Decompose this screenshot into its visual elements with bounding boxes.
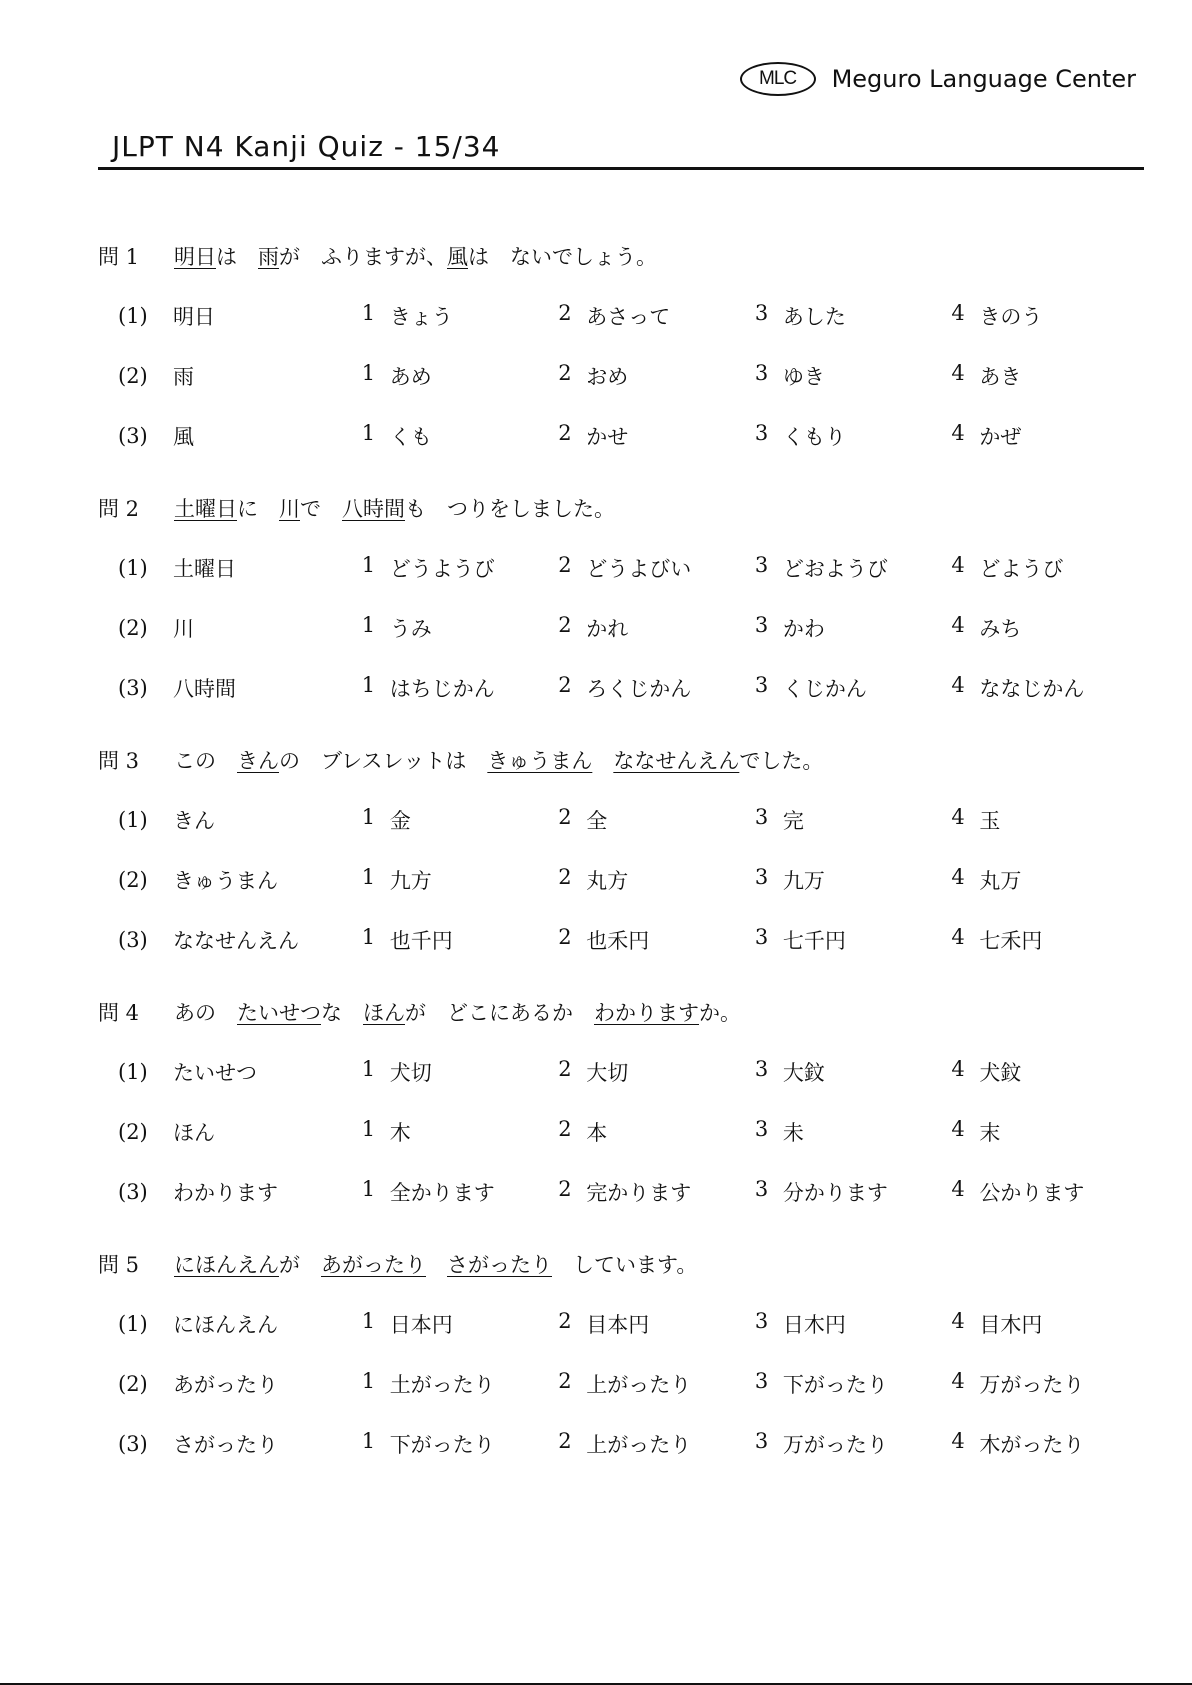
option-number: 4: [951, 613, 965, 637]
answer-option-4[interactable]: [951, 1369, 1148, 1399]
underlined-word: ほん: [363, 1001, 405, 1025]
underlined-word: 八時間: [342, 497, 405, 521]
option-number: 4: [951, 553, 965, 577]
option-text: 未: [782, 1121, 804, 1145]
mlc-logo: [740, 62, 816, 96]
option-number: 3: [754, 361, 769, 385]
sentence-text: でした。: [739, 749, 824, 773]
sentence-text: な: [321, 1001, 363, 1025]
option-text: 也禾円: [586, 929, 650, 953]
answer-option-3[interactable]: [755, 1369, 952, 1399]
target-word: 明日: [173, 305, 216, 329]
answer-option-2[interactable]: [558, 1117, 755, 1147]
target-word: きゅうまん: [173, 869, 279, 893]
question-list: [98, 226, 1148, 1486]
option-text: くも: [389, 425, 432, 449]
option-number: 3: [754, 1057, 769, 1081]
sub-question-row: [98, 1294, 1148, 1354]
sub-question-row: [98, 346, 1148, 406]
option-text: 目本円: [586, 1313, 650, 1337]
option-number: 2: [558, 361, 572, 385]
option-text: 分かります: [782, 1181, 888, 1205]
answer-option-4[interactable]: [951, 421, 1148, 451]
option-number: 3: [754, 421, 769, 445]
answer-option-1[interactable]: [362, 1177, 559, 1207]
option-number: 3: [754, 1117, 769, 1141]
sub-question-number: (3): [118, 424, 148, 448]
sentence-text: [592, 745, 613, 775]
target-word: ななせんえん: [173, 929, 300, 953]
underlined-word: 雨: [258, 245, 279, 269]
option-number: 3: [754, 553, 769, 577]
option-number: 2: [558, 1369, 572, 1393]
answer-option-1[interactable]: [362, 553, 559, 583]
target-word: 風: [173, 425, 195, 449]
sub-question-row: [98, 1162, 1148, 1222]
option-number: 3: [754, 1177, 769, 1201]
option-number: 4: [951, 805, 965, 829]
option-text: ゆき: [782, 365, 825, 389]
target-word: 八時間: [173, 677, 237, 701]
option-text: 玉: [979, 809, 1001, 833]
sub-question-row: [98, 1414, 1148, 1474]
option-number: 1: [361, 1309, 376, 1333]
question-3: [98, 730, 1148, 970]
target-word: きん: [173, 809, 216, 833]
option-number: 4: [951, 1117, 965, 1141]
brand: [740, 62, 1136, 96]
option-text: あめ: [389, 365, 432, 389]
option-number: 4: [951, 1177, 965, 1201]
option-text: どうようび: [389, 557, 495, 581]
answer-option-4[interactable]: [951, 1057, 1148, 1087]
option-text: 大切: [586, 1061, 629, 1085]
option-text: おめ: [586, 365, 629, 389]
sentence-text: は: [216, 245, 258, 269]
answer-option-2[interactable]: [558, 613, 755, 643]
sub-question-row: [98, 790, 1148, 850]
option-number: 1: [361, 361, 376, 385]
sentence-text: で: [300, 497, 342, 521]
option-number: 2: [558, 1429, 572, 1453]
option-text: 日本円: [389, 1313, 453, 1337]
answer-option-2[interactable]: [558, 1309, 755, 1339]
option-text: 大鈫: [782, 1061, 825, 1085]
answer-option-4[interactable]: [951, 1309, 1148, 1339]
sentence-text: に: [237, 497, 279, 521]
question-label: 問 5: [98, 1253, 140, 1277]
option-number: 1: [361, 673, 376, 697]
target-word: 土曜日: [173, 557, 237, 581]
option-number: 2: [558, 1057, 572, 1081]
answer-option-1[interactable]: [362, 301, 559, 331]
answer-option-4[interactable]: [951, 613, 1148, 643]
option-number: 4: [951, 1429, 965, 1453]
option-number: 1: [361, 1057, 376, 1081]
sub-question-number: (1): [118, 808, 148, 832]
option-number: 3: [754, 1429, 769, 1453]
option-text: 丸方: [586, 869, 629, 893]
target-word: にほんえん: [173, 1313, 279, 1337]
option-text: 万がったり: [979, 1373, 1085, 1397]
answer-option-3[interactable]: [755, 1057, 952, 1087]
option-text: くじかん: [782, 677, 867, 701]
option-number: 2: [558, 301, 572, 325]
option-text: ろくじかん: [586, 677, 692, 701]
option-number: 2: [558, 925, 572, 949]
option-text: 完: [782, 809, 804, 833]
sentence-text: の ブレスレットは: [279, 749, 488, 773]
option-text: どようび: [979, 557, 1064, 581]
answer-option-1[interactable]: [362, 805, 559, 835]
answer-option-3[interactable]: [755, 613, 952, 643]
option-number: 2: [558, 421, 572, 445]
option-number: 3: [754, 1309, 769, 1333]
question-sentence: [98, 982, 1148, 1042]
option-text: かれ: [586, 617, 629, 641]
answer-option-1[interactable]: [362, 673, 559, 703]
question-label: 問 4: [98, 1001, 140, 1025]
option-text: あき: [979, 365, 1022, 389]
option-text: 完かります: [586, 1181, 692, 1205]
answer-option-3[interactable]: [755, 421, 952, 451]
option-text: 金: [389, 809, 411, 833]
option-text: 万がったり: [782, 1433, 888, 1457]
option-text: どうよびい: [586, 557, 692, 581]
question-4: [98, 982, 1148, 1222]
answer-option-4[interactable]: [951, 553, 1148, 583]
sub-question-number: (1): [118, 304, 148, 328]
target-word: あがったり: [173, 1373, 279, 1397]
answer-option-3[interactable]: [755, 925, 952, 955]
question-sentence: [98, 226, 1148, 286]
option-number: 3: [754, 301, 769, 325]
answer-option-2[interactable]: [558, 1429, 755, 1459]
option-text: 土がったり: [389, 1373, 495, 1397]
option-number: 1: [361, 613, 376, 637]
option-number: 4: [951, 301, 965, 325]
answer-option-2[interactable]: [558, 805, 755, 835]
question-sentence: [98, 730, 1148, 790]
answer-option-2[interactable]: [558, 925, 755, 955]
option-number: 3: [754, 925, 769, 949]
sub-question-number: (1): [118, 1312, 148, 1336]
answer-option-2[interactable]: [558, 421, 755, 451]
sub-question-number: (3): [118, 928, 148, 952]
option-text: かぜ: [979, 425, 1022, 449]
underlined-word: にほんえん: [174, 1253, 279, 1277]
option-number: 1: [361, 925, 376, 949]
sub-question-row: [98, 850, 1148, 910]
question-5: [98, 1234, 1148, 1474]
option-number: 2: [558, 1177, 572, 1201]
option-text: 犬切: [389, 1061, 432, 1085]
underlined-word: きん: [237, 749, 279, 773]
sub-question-row: [98, 1354, 1148, 1414]
option-text: 九方: [389, 869, 432, 893]
answer-option-2[interactable]: [558, 1177, 755, 1207]
option-number: 2: [558, 1117, 572, 1141]
sentence-text: [426, 1249, 447, 1279]
option-number: 1: [361, 1429, 376, 1453]
question-label: 問 1: [98, 245, 140, 269]
answer-option-1[interactable]: [362, 421, 559, 451]
answer-option-1[interactable]: [362, 925, 559, 955]
option-text: 下がったり: [782, 1373, 888, 1397]
underlined-word: 土曜日: [174, 497, 237, 521]
sentence-text: しています。: [552, 1253, 698, 1277]
answer-option-3[interactable]: [755, 1429, 952, 1459]
answer-option-2[interactable]: [558, 1057, 755, 1087]
option-number: 3: [754, 865, 769, 889]
option-text: あさって: [586, 305, 671, 329]
sub-question-number: (2): [118, 1372, 148, 1396]
option-number: 1: [361, 1177, 376, 1201]
option-text: 本: [586, 1121, 608, 1145]
answer-option-1[interactable]: [362, 1369, 559, 1399]
option-text: 上がったり: [586, 1433, 692, 1457]
sub-question-number: (1): [118, 556, 148, 580]
option-number: 1: [361, 865, 376, 889]
option-number: 4: [951, 421, 965, 445]
option-text: 全かります: [389, 1181, 495, 1205]
answer-option-1[interactable]: [362, 865, 559, 895]
answer-option-3[interactable]: [755, 805, 952, 835]
option-number: 4: [951, 925, 965, 949]
option-text: かわ: [782, 617, 825, 641]
answer-option-3[interactable]: [755, 1117, 952, 1147]
target-word: ほん: [173, 1121, 216, 1145]
answer-option-2[interactable]: [558, 553, 755, 583]
answer-option-1[interactable]: [362, 1309, 559, 1339]
underlined-word: あがったり: [321, 1253, 426, 1277]
answer-option-3[interactable]: [755, 673, 952, 703]
underlined-word: たいせつ: [237, 1001, 321, 1025]
answer-option-1[interactable]: [362, 1117, 559, 1147]
underlined-word: 風: [447, 245, 468, 269]
option-text: 九万: [782, 869, 825, 893]
option-number: 3: [754, 613, 769, 637]
answer-option-4[interactable]: [951, 925, 1148, 955]
option-text: 犬鈫: [979, 1061, 1022, 1085]
question-sentence: [98, 1234, 1148, 1294]
option-number: 4: [951, 1309, 965, 1333]
underlined-word: きゅうまん: [487, 749, 593, 773]
page-title: JLPT N4 Kanji Quiz - 15/34: [98, 128, 1144, 170]
question-label: 問 2: [98, 497, 140, 521]
sub-question-row: [98, 1042, 1148, 1102]
option-text: 也千円: [389, 929, 453, 953]
sub-question-row: [98, 598, 1148, 658]
option-number: 2: [558, 553, 572, 577]
option-text: きのう: [979, 305, 1043, 329]
sentence-text: も つりをしました。: [405, 497, 615, 521]
option-text: 木がったり: [979, 1433, 1085, 1457]
option-text: みち: [979, 617, 1022, 641]
answer-option-1[interactable]: [362, 1429, 559, 1459]
option-text: 日木円: [782, 1313, 846, 1337]
underlined-word: わかります: [594, 1001, 699, 1025]
sub-question-number: (2): [118, 364, 148, 388]
option-number: 1: [361, 553, 376, 577]
option-text: 公かります: [979, 1181, 1085, 1205]
option-text: うみ: [389, 617, 432, 641]
sub-question-number: (2): [118, 616, 148, 640]
option-text: 上がったり: [586, 1373, 692, 1397]
answer-option-3[interactable]: [755, 301, 952, 331]
option-number: 2: [558, 613, 572, 637]
sub-question-number: (2): [118, 868, 148, 892]
option-text: 丸万: [979, 869, 1022, 893]
option-text: ななじかん: [979, 677, 1085, 701]
option-text: 七千円: [782, 929, 846, 953]
option-text: かせ: [586, 425, 629, 449]
answer-option-4[interactable]: [951, 673, 1148, 703]
option-text: あした: [782, 305, 846, 329]
option-number: 1: [361, 301, 376, 325]
sentence-text: か。: [699, 1001, 741, 1025]
answer-option-4[interactable]: [951, 1429, 1148, 1459]
underlined-word: さがったり: [447, 1253, 552, 1277]
answer-option-1[interactable]: [362, 1057, 559, 1087]
option-number: 2: [558, 865, 572, 889]
option-text: きょう: [389, 305, 453, 329]
question-label: 問 3: [98, 749, 140, 773]
answer-option-2[interactable]: [558, 1369, 755, 1399]
brand-name: Meguro Language Center: [831, 65, 1136, 93]
sentence-text: が: [279, 1253, 321, 1277]
sentence-text: あの: [174, 1001, 237, 1025]
sentence-text: は ないでしょう。: [468, 245, 657, 269]
answer-option-3[interactable]: [755, 1177, 952, 1207]
answer-option-2[interactable]: [558, 301, 755, 331]
target-word: 川: [173, 617, 195, 641]
sub-question-row: [98, 1102, 1148, 1162]
option-text: 末: [979, 1121, 1001, 1145]
sub-question-row: [98, 910, 1148, 970]
underlined-word: 川: [279, 497, 300, 521]
answer-option-2[interactable]: [558, 673, 755, 703]
target-word: わかります: [173, 1181, 279, 1205]
option-number: 4: [951, 865, 965, 889]
answer-option-3[interactable]: [755, 553, 952, 583]
question-sentence: [98, 478, 1148, 538]
option-number: 4: [951, 673, 965, 697]
option-number: 1: [361, 1117, 376, 1141]
option-number: 1: [361, 421, 376, 445]
answer-option-4[interactable]: [951, 1117, 1148, 1147]
option-number: 4: [951, 1057, 965, 1081]
option-text: くもり: [782, 425, 846, 449]
option-text: 目木円: [979, 1313, 1043, 1337]
option-number: 1: [361, 1369, 376, 1393]
option-number: 3: [754, 673, 769, 697]
answer-option-3[interactable]: [755, 361, 952, 391]
underlined-word: ななせんえん: [613, 749, 740, 773]
sub-question-number: (2): [118, 1120, 148, 1144]
option-number: 4: [951, 1369, 965, 1393]
option-number: 3: [754, 805, 769, 829]
sentence-text: が どこにあるか: [405, 1001, 594, 1025]
sentence-text: この: [174, 749, 237, 773]
option-number: 4: [951, 361, 965, 385]
answer-option-3[interactable]: [755, 1309, 952, 1339]
option-number: 2: [558, 673, 572, 697]
answer-option-4[interactable]: [951, 301, 1148, 331]
target-word: たいせつ: [173, 1061, 258, 1085]
sub-question-number: (3): [118, 1180, 148, 1204]
sub-question-row: [98, 286, 1148, 346]
option-number: 3: [754, 1369, 769, 1393]
sub-question-number: (3): [118, 676, 148, 700]
answer-option-3[interactable]: [755, 865, 952, 895]
answer-option-4[interactable]: [951, 361, 1148, 391]
sub-question-row: [98, 658, 1148, 718]
option-text: 七禾円: [979, 929, 1043, 953]
underlined-word: 明日: [174, 245, 216, 269]
answer-option-2[interactable]: [558, 865, 755, 895]
question-2: [98, 478, 1148, 718]
answer-option-4[interactable]: [951, 865, 1148, 895]
logo-text: MLC: [759, 68, 797, 89]
target-word: さがったり: [173, 1433, 279, 1457]
option-number: 1: [361, 805, 376, 829]
answer-option-4[interactable]: [951, 805, 1148, 835]
option-number: 2: [558, 805, 572, 829]
option-text: 下がったり: [389, 1433, 495, 1457]
option-text: 木: [389, 1121, 411, 1145]
option-number: 2: [558, 1309, 572, 1333]
option-text: どおようび: [782, 557, 888, 581]
question-1: [98, 226, 1148, 466]
target-word: 雨: [173, 365, 195, 389]
answer-option-4[interactable]: [951, 1177, 1148, 1207]
sentence-text: が ふりますが、: [279, 245, 447, 269]
sub-question-row: [98, 406, 1148, 466]
sub-question-number: (1): [118, 1060, 148, 1084]
answer-option-1[interactable]: [362, 361, 559, 391]
option-text: はちじかん: [389, 677, 495, 701]
answer-option-1[interactable]: [362, 613, 559, 643]
option-text: 全: [586, 809, 608, 833]
answer-option-2[interactable]: [558, 361, 755, 391]
sub-question-number: (3): [118, 1432, 148, 1456]
sub-question-row: [98, 538, 1148, 598]
